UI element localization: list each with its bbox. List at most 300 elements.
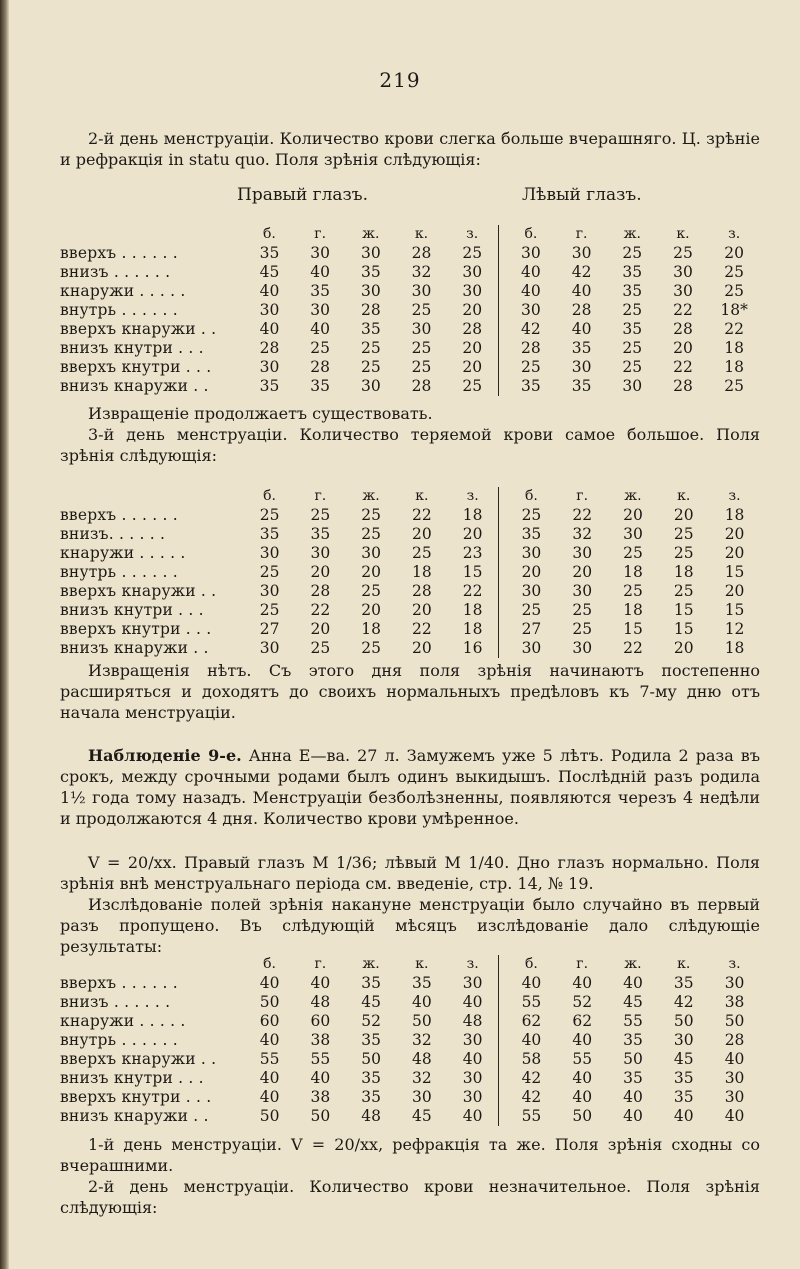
right-eye-value: 35 <box>310 282 330 300</box>
paragraph-menstruation-day2: 2-й день менструаціи. Количество крови незначительное. Поля зрѣнія слѣдующія: <box>60 1177 760 1217</box>
column-header: з. <box>728 226 741 242</box>
left-eye-value: 25 <box>673 244 693 262</box>
column-header: г. <box>314 226 327 242</box>
left-eye-value: 12 <box>724 620 745 638</box>
left-eye-value: 20 <box>521 563 542 581</box>
right-eye-value: 28 <box>462 320 483 338</box>
left-eye-value: 35 <box>622 263 643 281</box>
row-label: кнаружи . . . . . <box>60 544 186 562</box>
left-eye-value: 25 <box>521 601 542 619</box>
right-eye-value: 25 <box>462 377 483 395</box>
left-eye-value: 20 <box>673 506 694 524</box>
table-row <box>60 339 760 358</box>
left-eye-value: 30 <box>724 974 745 992</box>
left-eye-value: 20 <box>673 639 694 657</box>
column-header: к. <box>677 956 691 972</box>
left-eye-value: 40 <box>572 974 593 992</box>
table-row <box>60 301 760 320</box>
right-eye-value: 55 <box>310 1050 331 1068</box>
table-row <box>60 358 760 377</box>
right-eye-value: 25 <box>310 339 330 357</box>
right-eye-value: 32 <box>412 1069 432 1087</box>
right-eye-value: 22 <box>412 620 432 638</box>
left-eye-value: 40 <box>572 1031 593 1049</box>
right-eye-value: 35 <box>360 263 381 281</box>
right-eye-value: 40 <box>310 974 331 992</box>
left-eye-value: 30 <box>521 301 541 319</box>
left-eye-value: 42 <box>673 993 694 1011</box>
column-header: г. <box>575 226 588 242</box>
right-eye-value: 30 <box>412 1088 432 1106</box>
left-eye-value: 30 <box>673 263 693 281</box>
column-header: г. <box>314 956 327 972</box>
right-eye-header: Правый глазъ. <box>237 185 369 205</box>
left-eye-value: 40 <box>572 1069 593 1087</box>
left-eye-value: 25 <box>521 358 541 376</box>
table-row <box>60 544 760 563</box>
left-eye-value: 25 <box>622 358 643 376</box>
right-eye-value: 30 <box>462 974 483 992</box>
left-eye-value: 50 <box>572 1107 593 1125</box>
left-eye-value: 25 <box>724 282 745 300</box>
left-eye-value: 20 <box>724 544 745 562</box>
visual-field-table-2 <box>60 487 760 658</box>
right-eye-value: 60 <box>259 1012 280 1030</box>
right-eye-value: 25 <box>259 601 280 619</box>
left-eye-value: 15 <box>724 563 745 581</box>
right-eye-value: 22 <box>310 601 331 619</box>
right-eye-value: 27 <box>259 620 280 638</box>
table-row <box>60 282 760 301</box>
paragraph-visual-acuity: V = 20/xx. Правый глазъ M 1/36; лѣвый M 1/40. Дно глазъ нормально. Поля зрѣнія внѣ менструальнаго періода см. введеніе, стр. 14, № 19. <box>60 853 760 893</box>
left-eye-value: 18 <box>673 563 694 581</box>
right-eye-value: 25 <box>411 301 432 319</box>
table-row <box>60 1069 760 1088</box>
table-row <box>60 1107 760 1126</box>
right-eye-value: 35 <box>361 1031 381 1049</box>
right-eye-value: 52 <box>361 1012 381 1030</box>
right-eye-value: 30 <box>259 358 280 376</box>
left-eye-value: 18 <box>724 506 745 524</box>
column-header: з. <box>728 956 741 972</box>
right-eye-value: 35 <box>310 377 330 395</box>
left-eye-value: 25 <box>673 582 694 600</box>
left-eye-value: 22 <box>724 320 745 338</box>
left-eye-value: 30 <box>521 582 542 600</box>
row-label: внизъ . . . . . . <box>60 993 171 1011</box>
right-eye-value: 25 <box>412 544 432 562</box>
paragraph-examination-results: Изслѣдованіе полей зрѣнія накануне менструаціи было случайно въ первый разъ пропущено. Въ слѣдующій мѣсяцъ изслѣдованіе дало слѣдующіе результаты: <box>60 895 760 956</box>
column-header: б. <box>263 226 276 242</box>
row-label: вверхъ кнаружи . . <box>60 582 217 600</box>
right-eye-value: 35 <box>259 377 280 395</box>
left-eye-value: 22 <box>673 358 693 376</box>
table-header-row <box>60 487 760 506</box>
left-eye-value: 40 <box>521 974 542 992</box>
right-eye-value: 60 <box>310 1012 331 1030</box>
right-eye-value: 50 <box>259 1107 280 1125</box>
left-eye-value: 18 <box>623 601 643 619</box>
paragraph-menstruation-day1: 1-й день менструаціи. V = 20/xx, рефракція та же. Поля зрѣнія сходны со вчерашними. <box>60 1135 760 1175</box>
left-eye-value: 55 <box>521 1107 542 1125</box>
left-eye-value: 25 <box>623 582 643 600</box>
right-eye-value: 48 <box>361 1107 381 1125</box>
left-eye-value: 40 <box>521 282 541 300</box>
right-eye-value: 20 <box>462 525 483 543</box>
right-eye-value: 30 <box>462 1069 483 1087</box>
left-eye-value: 32 <box>572 525 593 543</box>
column-header: г. <box>576 488 589 504</box>
observation-title: Наблюденіе 9-е. <box>88 746 242 765</box>
right-eye-value: 40 <box>259 1069 280 1087</box>
right-eye-value: 25 <box>462 244 483 262</box>
row-label: вверхъ кнаружи . . <box>60 1050 217 1068</box>
right-eye-value: 30 <box>462 282 483 300</box>
right-eye-value: 40 <box>310 263 330 281</box>
right-eye-value: 25 <box>310 639 331 657</box>
right-eye-value: 35 <box>412 974 432 992</box>
left-eye-value: 62 <box>521 1012 542 1030</box>
right-eye-value: 30 <box>259 639 280 657</box>
left-eye-value: 20 <box>623 506 643 524</box>
left-eye-value: 42 <box>521 320 541 338</box>
column-header: з. <box>466 956 479 972</box>
left-eye-value: 55 <box>521 993 542 1011</box>
right-eye-value: 20 <box>462 358 483 376</box>
left-eye-value: 35 <box>673 974 694 992</box>
right-eye-value: 25 <box>259 563 280 581</box>
table-row <box>60 620 760 639</box>
left-eye-value: 38 <box>724 993 745 1011</box>
column-header: к. <box>676 226 690 242</box>
table-row <box>60 377 760 396</box>
right-eye-value: 30 <box>259 301 280 319</box>
left-eye-value: 25 <box>521 506 542 524</box>
right-eye-value: 45 <box>259 263 280 281</box>
right-eye-value: 25 <box>361 639 381 657</box>
left-eye-value: 30 <box>521 639 542 657</box>
row-label: внутрь . . . . . . <box>60 1031 178 1049</box>
table-row <box>60 582 760 601</box>
left-eye-value: 30 <box>623 525 643 543</box>
right-eye-value: 35 <box>361 974 381 992</box>
left-eye-value: 55 <box>623 1012 643 1030</box>
right-eye-value: 20 <box>462 301 483 319</box>
right-eye-value: 40 <box>259 282 280 300</box>
paragraph-inversion-continues: Извращеніе продолжаетъ существовать. <box>88 404 433 423</box>
table-row <box>60 601 760 620</box>
left-eye-value: 20 <box>673 339 693 357</box>
left-eye-value: 30 <box>673 282 693 300</box>
book-spine-shadow <box>0 0 9 1269</box>
left-eye-value: 42 <box>571 263 592 281</box>
row-label: внизъ. . . . . . <box>60 525 166 543</box>
right-eye-value: 50 <box>361 1050 381 1068</box>
left-eye-value: 52 <box>572 993 593 1011</box>
column-header: ж. <box>362 226 380 242</box>
right-eye-value: 25 <box>360 358 381 376</box>
right-eye-value: 30 <box>360 244 381 262</box>
left-eye-value: 20 <box>724 525 745 543</box>
right-eye-value: 18 <box>361 620 381 638</box>
column-header: ж. <box>623 226 641 242</box>
left-eye-value: 50 <box>623 1050 643 1068</box>
left-eye-value: 40 <box>571 320 592 338</box>
table-row <box>60 993 760 1012</box>
right-eye-value: 35 <box>259 525 280 543</box>
right-eye-value: 38 <box>310 1088 331 1106</box>
right-eye-value: 30 <box>259 582 280 600</box>
right-eye-value: 48 <box>310 993 331 1011</box>
left-eye-value: 25 <box>673 544 694 562</box>
left-eye-value: 25 <box>673 525 694 543</box>
left-eye-value: 30 <box>571 358 592 376</box>
right-eye-value: 20 <box>462 339 483 357</box>
paragraph-day3-intro: 3-й день менструаціи. Количество теряемой крови самое большое. Поля зрѣнія слѣдующія: <box>60 425 760 465</box>
right-eye-value: 18 <box>462 601 483 619</box>
right-eye-value: 30 <box>462 1031 483 1049</box>
row-label: вверхъ . . . . . . <box>60 506 178 524</box>
left-eye-value: 30 <box>724 1069 745 1087</box>
right-eye-value: 40 <box>462 993 483 1011</box>
right-eye-value: 45 <box>361 993 381 1011</box>
right-eye-value: 35 <box>361 1088 381 1106</box>
right-eye-value: 30 <box>360 282 381 300</box>
row-label: вверхъ кнутри . . . <box>60 358 212 376</box>
row-label: внизъ кнутри . . . <box>60 339 204 357</box>
right-eye-value: 40 <box>462 1107 483 1125</box>
row-label: вверхъ кнаружи . . <box>60 320 217 338</box>
right-eye-value: 30 <box>411 282 432 300</box>
column-header: к. <box>415 956 429 972</box>
column-header: з. <box>466 488 479 504</box>
table-row <box>60 525 760 544</box>
table-row <box>60 1050 760 1069</box>
table-row <box>60 244 760 263</box>
left-eye-value: 15 <box>673 601 694 619</box>
right-eye-value: 18 <box>462 620 483 638</box>
left-eye-value: 30 <box>571 244 592 262</box>
column-header: ж. <box>624 956 642 972</box>
left-eye-value: 40 <box>572 1088 593 1106</box>
right-eye-value: 28 <box>310 582 331 600</box>
column-header: б. <box>263 488 277 504</box>
right-eye-value: 48 <box>412 1050 432 1068</box>
column-header: к. <box>677 488 691 504</box>
left-eye-value: 25 <box>622 339 643 357</box>
left-eye-value: 25 <box>724 377 745 395</box>
right-eye-value: 50 <box>259 993 280 1011</box>
column-header: б. <box>524 226 538 242</box>
left-eye-value: 27 <box>521 620 542 638</box>
left-eye-value: 62 <box>572 1012 593 1030</box>
right-eye-value: 38 <box>310 1031 331 1049</box>
right-eye-value: 30 <box>310 544 331 562</box>
left-eye-value: 35 <box>571 339 592 357</box>
right-eye-value: 23 <box>462 544 483 562</box>
right-eye-value: 55 <box>259 1050 280 1068</box>
table-row <box>60 563 760 582</box>
left-eye-value: 25 <box>622 244 643 262</box>
left-eye-value: 30 <box>572 639 593 657</box>
table-header-row <box>60 225 760 244</box>
right-eye-value: 28 <box>259 339 280 357</box>
right-eye-value: 30 <box>462 1088 483 1106</box>
left-eye-value: 35 <box>571 377 592 395</box>
left-eye-value: 25 <box>623 544 643 562</box>
column-header: ж. <box>624 488 642 504</box>
right-eye-value: 18 <box>412 563 432 581</box>
row-label: внутрь . . . . . . <box>60 301 178 319</box>
column-header: б. <box>263 956 277 972</box>
table-row <box>60 1088 760 1107</box>
table-row <box>60 974 760 993</box>
left-eye-value: 35 <box>623 1031 643 1049</box>
column-header: б. <box>524 488 538 504</box>
left-eye-value: 42 <box>521 1069 542 1087</box>
row-label: внутрь . . . . . . <box>60 563 178 581</box>
right-eye-value: 28 <box>412 582 432 600</box>
right-eye-value: 25 <box>360 339 381 357</box>
left-eye-value: 25 <box>572 620 593 638</box>
right-eye-value: 40 <box>310 320 330 338</box>
right-eye-value: 20 <box>412 525 432 543</box>
left-eye-value: 25 <box>724 263 745 281</box>
right-eye-value: 25 <box>259 506 280 524</box>
right-eye-value: 30 <box>259 544 280 562</box>
left-eye-value: 25 <box>572 601 593 619</box>
right-eye-value: 28 <box>411 377 432 395</box>
right-eye-value: 40 <box>259 1088 280 1106</box>
right-eye-value: 20 <box>361 563 381 581</box>
row-label: внизъ кнаружи . . <box>60 1107 209 1125</box>
row-label: вверхъ . . . . . . <box>60 974 178 992</box>
right-eye-value: 50 <box>310 1107 331 1125</box>
right-eye-value: 30 <box>310 244 330 262</box>
observation-text: Анна Е—ва. 27 л. Замужемъ уже 5 лѣтъ. Родила 2 раза въ срокъ, между срочными родами былъ одинъ выкидышъ. Послѣдній разъ родила 1½ года тому назадъ. Менструаціи безболѣзненны, появляются черезъ 4 недѣли и продолжаются 4 дня. Количество крови умѣренное. <box>60 746 760 828</box>
left-eye-value: 40 <box>724 1050 745 1068</box>
left-eye-value: 28 <box>673 320 693 338</box>
column-header: к. <box>415 488 429 504</box>
left-eye-value: 28 <box>521 339 541 357</box>
right-eye-value: 20 <box>310 563 331 581</box>
paragraph-day2-intro: 2-й день менструаціи. Количество крови слегка больше вчерашняго. Ц. зрѣніе и рефракція in statu quo. Поля зрѣнія слѣдующія: <box>60 129 760 169</box>
right-eye-value: 32 <box>412 1031 432 1049</box>
left-eye-value: 18 <box>724 339 745 357</box>
right-eye-value: 22 <box>462 582 483 600</box>
left-eye-value: 40 <box>623 974 643 992</box>
column-header: ж. <box>362 488 380 504</box>
right-eye-value: 25 <box>361 582 381 600</box>
right-eye-value: 30 <box>462 263 483 281</box>
right-eye-value: 35 <box>259 244 280 262</box>
right-eye-value: 35 <box>361 1069 381 1087</box>
left-eye-value: 40 <box>673 1107 694 1125</box>
visual-field-table-3 <box>60 955 760 1126</box>
right-eye-value: 40 <box>310 1069 331 1087</box>
left-eye-value: 25 <box>622 301 643 319</box>
left-eye-value: 28 <box>724 1031 745 1049</box>
left-eye-value: 15 <box>673 620 694 638</box>
right-eye-value: 40 <box>462 1050 483 1068</box>
left-eye-value: 40 <box>521 1031 542 1049</box>
table-header-row <box>60 955 760 974</box>
left-eye-value: 40 <box>623 1107 643 1125</box>
left-eye-value: 42 <box>521 1088 542 1106</box>
right-eye-value: 50 <box>412 1012 432 1030</box>
left-eye-value: 35 <box>521 377 541 395</box>
left-eye-value: 35 <box>521 525 542 543</box>
right-eye-value: 28 <box>310 358 330 376</box>
row-label: внизъ . . . . . . <box>60 263 171 281</box>
right-eye-value: 40 <box>259 320 280 338</box>
left-eye-value: 28 <box>571 301 592 319</box>
table-row <box>60 1031 760 1050</box>
table-row <box>60 263 760 282</box>
right-eye-value: 15 <box>462 563 483 581</box>
left-eye-value: 20 <box>724 244 745 262</box>
left-eye-value: 40 <box>724 1107 745 1125</box>
observation-9-paragraph <box>60 745 760 829</box>
row-label: кнаружи . . . . . <box>60 282 186 300</box>
left-eye-value: 30 <box>622 377 643 395</box>
left-eye-value: 45 <box>673 1050 694 1068</box>
left-eye-value: 18* <box>720 301 748 319</box>
left-eye-value: 30 <box>572 582 593 600</box>
left-eye-value: 22 <box>673 301 693 319</box>
column-header: к. <box>414 226 429 242</box>
table-row <box>60 639 760 658</box>
row-label: вверхъ . . . . . . <box>60 244 178 262</box>
row-label: вверхъ кнутри . . . <box>60 1088 212 1106</box>
right-eye-value: 30 <box>360 377 381 395</box>
right-eye-value: 35 <box>360 320 381 338</box>
left-eye-value: 18 <box>724 358 745 376</box>
right-eye-value: 25 <box>361 506 381 524</box>
left-eye-value: 55 <box>572 1050 593 1068</box>
right-eye-value: 25 <box>361 525 381 543</box>
left-eye-value: 20 <box>724 582 745 600</box>
right-eye-value: 30 <box>411 320 432 338</box>
left-eye-value: 20 <box>572 563 593 581</box>
paragraph-no-inversion: Извращенія нѣтъ. Съ этого дня поля зрѣнія начинаютъ постепенно расширяться и доходятъ до своихъ нормальныхъ предѣловъ къ 7-му дню отъ начала менструаціи. <box>60 661 760 722</box>
left-eye-value: 18 <box>724 639 745 657</box>
column-header: з. <box>728 488 741 504</box>
right-eye-value: 28 <box>411 244 432 262</box>
right-eye-value: 20 <box>310 620 331 638</box>
column-header: ж. <box>362 956 380 972</box>
left-eye-value: 35 <box>622 320 643 338</box>
left-eye-value: 45 <box>623 993 643 1011</box>
right-eye-value: 20 <box>412 639 432 657</box>
table-row <box>60 320 760 339</box>
left-eye-value: 30 <box>673 1031 694 1049</box>
left-eye-value: 30 <box>572 544 593 562</box>
left-eye-value: 35 <box>622 282 643 300</box>
right-eye-value: 20 <box>412 601 432 619</box>
left-eye-value: 40 <box>571 282 592 300</box>
right-eye-value: 16 <box>462 639 483 657</box>
right-eye-value: 35 <box>310 525 331 543</box>
row-label: внизъ кнутри . . . <box>60 1069 204 1087</box>
left-eye-value: 58 <box>521 1050 542 1068</box>
left-eye-value: 50 <box>724 1012 745 1030</box>
page-number: 219 <box>379 68 421 92</box>
right-eye-value: 18 <box>462 506 483 524</box>
right-eye-value: 20 <box>361 601 381 619</box>
left-eye-value: 50 <box>673 1012 694 1030</box>
right-eye-value: 28 <box>360 301 381 319</box>
